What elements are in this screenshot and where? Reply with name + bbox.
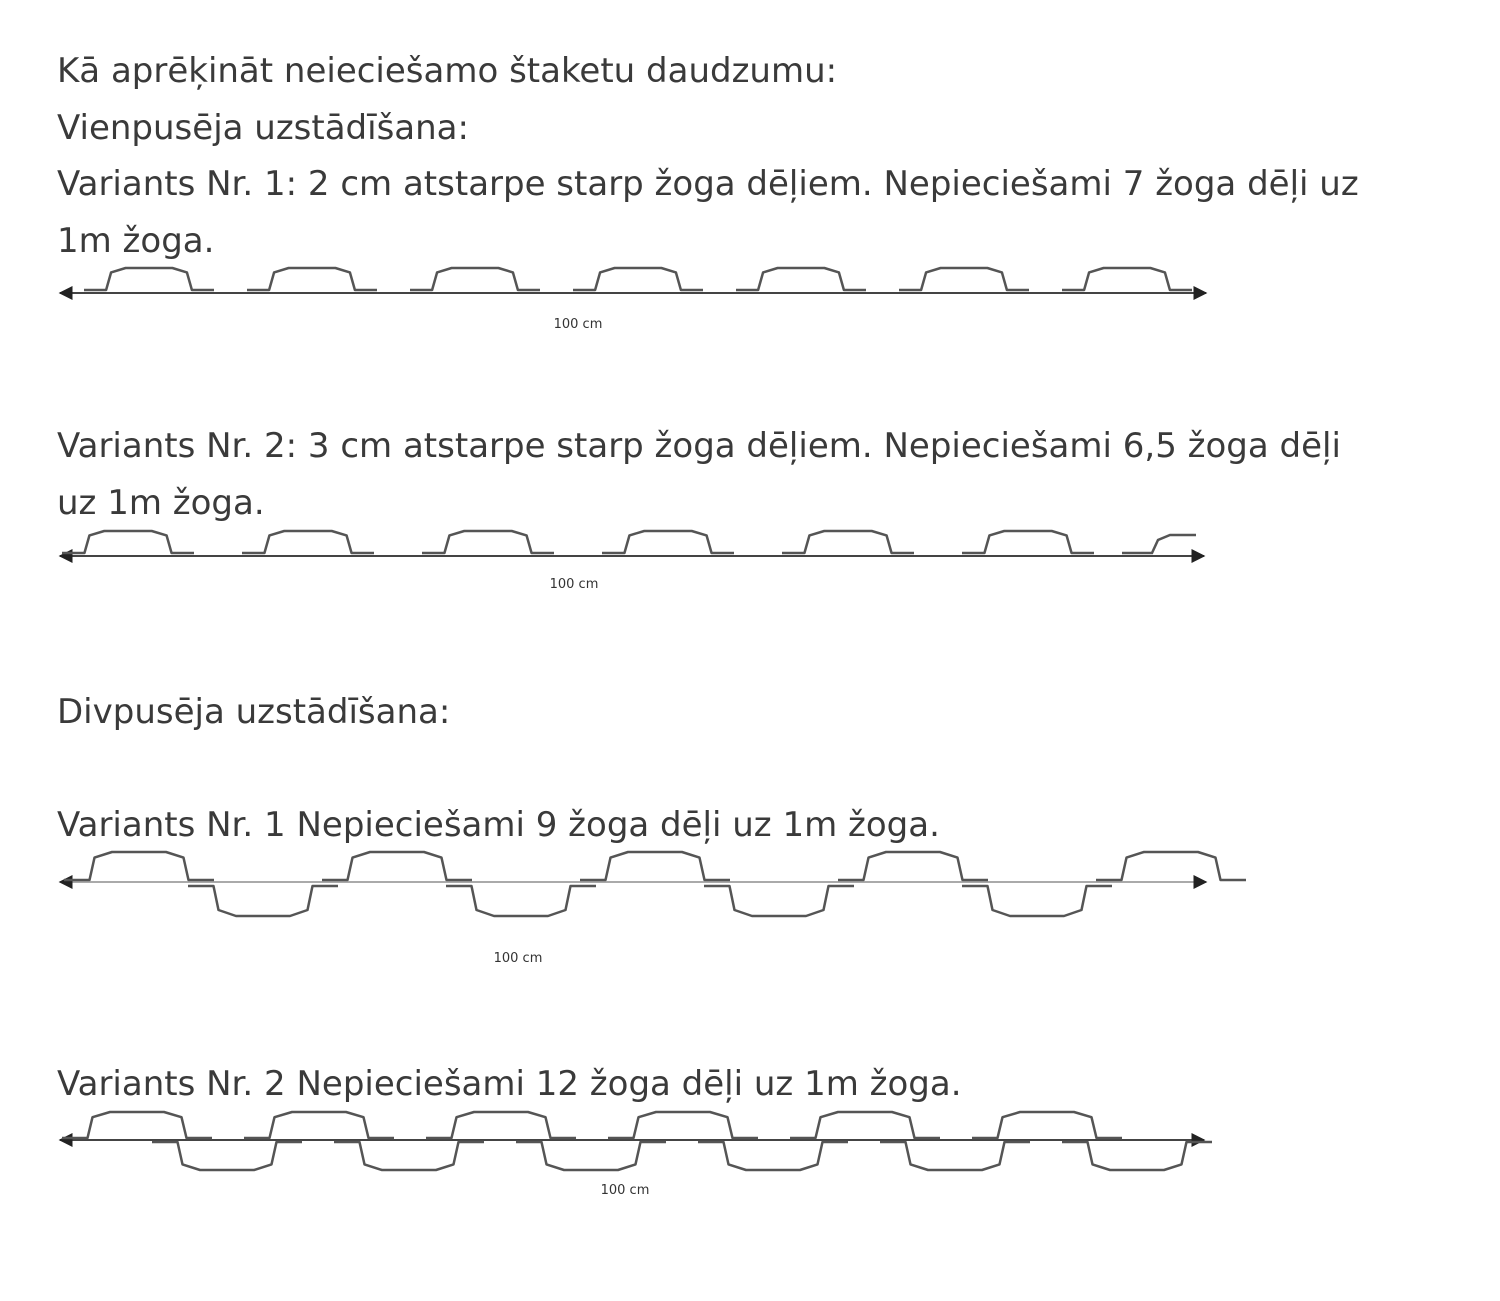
fence-board: [242, 531, 374, 553]
fence-board: [602, 531, 734, 553]
fence-board: [880, 1142, 1030, 1170]
fence-board: [426, 1112, 576, 1138]
double-sided-title: Divpusēja uzstādīšana:: [57, 692, 451, 732]
boards-top: [62, 531, 1196, 553]
fence-board: [790, 1112, 940, 1138]
fence-board: [244, 1112, 394, 1138]
diagram-double-variant2: [60, 1112, 1212, 1198]
single-variant2-line2: uz 1m žoga.: [57, 483, 265, 523]
single-variant1-line2: 1m žoga.: [57, 221, 215, 261]
fence-board: [962, 886, 1112, 916]
fence-board: [899, 268, 1029, 290]
fence-board: [62, 1112, 212, 1138]
fence-board: [152, 1142, 302, 1170]
double-variant1-line1: Variants Nr. 1 Nepieciešami 9 žoga dēļi uz 1m žoga.: [57, 805, 940, 845]
boards-back: [188, 886, 1112, 916]
fence-board: [422, 531, 554, 553]
dimension-label: 100 cm: [493, 951, 543, 966]
fence-board: [1096, 852, 1246, 880]
diagram-single-variant1: [60, 268, 1206, 332]
fence-board: [608, 1112, 758, 1138]
page-heading: Kā aprēķināt neieciešamo štaketu daudzumu:: [57, 51, 838, 91]
boards-top: [84, 268, 1192, 290]
dimension-label: 100 cm: [549, 577, 599, 592]
dimension-label: 100 cm: [553, 317, 603, 332]
dimension-label: 100 cm: [600, 1183, 650, 1198]
fence-board: [704, 886, 854, 916]
fence-board: [1062, 268, 1192, 290]
fence-board: [580, 852, 730, 880]
fence-board: [334, 1142, 484, 1170]
fence-board: [782, 531, 914, 553]
single-sided-title: Vienpusēja uzstādīšana:: [57, 108, 469, 148]
fence-board: [188, 886, 338, 916]
fence-board: [838, 852, 988, 880]
fence-board: [322, 852, 472, 880]
diagram-double-variant1: [60, 852, 1246, 966]
double-variant2-line1: Variants Nr. 2 Nepieciešami 12 žoga dēļi uz 1m žoga.: [57, 1064, 962, 1104]
fence-board: [446, 886, 596, 916]
fence-board: [736, 268, 866, 290]
fence-board: [410, 268, 540, 290]
fence-board: [247, 268, 377, 290]
single-variant1-line1: Variants Nr. 1: 2 cm atstarpe starp žoga dēļiem. Nepieciešami 7 žoga dēļi uz: [57, 164, 1359, 204]
fence-board: [962, 531, 1094, 553]
single-variant2-line1: Variants Nr. 2: 3 cm atstarpe starp žoga dēļiem. Nepieciešami 6,5 žoga dēļi: [57, 426, 1341, 466]
boards-back: [152, 1142, 1212, 1170]
fence-board: [64, 852, 214, 880]
fence-board-partial: [1122, 535, 1196, 553]
fence-board: [516, 1142, 666, 1170]
fence-board: [573, 268, 703, 290]
boards-front: [62, 1112, 1122, 1138]
fence-board: [1062, 1142, 1212, 1170]
boards-front: [64, 852, 1246, 880]
fence-board: [972, 1112, 1122, 1138]
fence-board: [62, 531, 194, 553]
fence-board: [84, 268, 214, 290]
fence-board: [698, 1142, 848, 1170]
diagram-single-variant2: [60, 531, 1204, 592]
